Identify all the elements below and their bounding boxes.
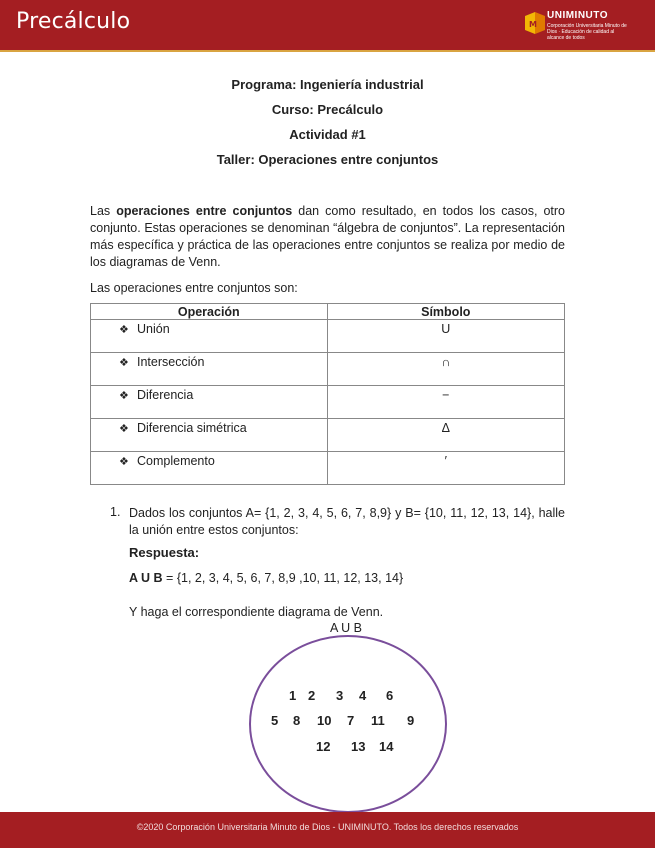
- venn-element: 5: [271, 713, 279, 728]
- operation-cell: [91, 452, 328, 485]
- answer-rest: = {1, 2, 3, 4, 5, 6, 7, 8,9 ,10, 11, 12, 13, 14}: [162, 571, 404, 585]
- operation-cell: [91, 353, 328, 386]
- table-row: [91, 353, 565, 386]
- venn-element: 12: [316, 739, 331, 754]
- venn-element: 9: [407, 713, 415, 728]
- svg-text:M: M: [529, 20, 537, 29]
- venn-element: 3: [336, 688, 344, 703]
- operation-name: Diferencia: [137, 388, 194, 402]
- diamond-bullet-icon: ❖: [119, 324, 129, 336]
- column-header-operation: Operación: [91, 304, 328, 320]
- intro-bold: operaciones entre conjuntos: [116, 204, 293, 218]
- venn-element: 10: [317, 713, 332, 728]
- table-row: [91, 386, 565, 419]
- list-intro: Las operaciones entre conjuntos son:: [90, 281, 298, 295]
- table-header-row: [91, 304, 565, 320]
- symbol-cell: Δ: [327, 419, 564, 452]
- venn-element: 8: [293, 713, 301, 728]
- column-header-symbol: Símbolo: [327, 304, 564, 320]
- logo-name: UNIMINUTO: [547, 10, 608, 21]
- venn-element: 1: [289, 688, 297, 703]
- diamond-bullet-icon: ❖: [119, 390, 129, 402]
- header-divider: [0, 50, 655, 52]
- venn-element: 2: [308, 688, 316, 703]
- venn-element: 11: [371, 713, 385, 728]
- venn-instruction: Y haga el correspondiente diagrama de Venn.: [129, 605, 384, 619]
- table-row: [91, 419, 565, 452]
- table-row: [91, 452, 565, 485]
- venn-element: 13: [351, 739, 366, 754]
- question-text: Dados los conjuntos A= {1, 2, 3, 4, 5, 6, 7, 8,9} y B= {10, 11, 12, 13, 14}, halle la unión entre estos conjuntos:: [129, 506, 565, 537]
- symbol-cell: U: [327, 320, 564, 353]
- intro-pre: Las: [90, 204, 117, 218]
- venn-element: 4: [359, 688, 367, 703]
- operation-cell: [91, 419, 328, 452]
- operation-name: Intersección: [137, 355, 205, 369]
- operation-name: Complemento: [137, 454, 215, 468]
- question-number: 1.: [110, 505, 121, 519]
- operation-name: Unión: [137, 322, 170, 336]
- answer-bold: A U B: [129, 571, 163, 585]
- answer-label: Respuesta:: [129, 545, 200, 560]
- footer-bar: [0, 812, 655, 848]
- answer-value: [129, 571, 403, 585]
- header-bar: [0, 0, 655, 50]
- venn-element: 14: [379, 739, 394, 754]
- workshop-heading: Taller: Operaciones entre conjuntos: [216, 152, 439, 167]
- intro-post: dan como resultado, en todos los casos, otro conjunto. Estas operaciones se denominan “álgebra de conjuntos”. La representación más específica y práctica de las operaciones entre conjuntos se realiza por medio de los diagramas de Venn.: [90, 204, 565, 269]
- venn-element: 7: [347, 713, 355, 728]
- intro-paragraph: [90, 203, 565, 271]
- symbol-cell: ∩: [327, 353, 564, 386]
- operation-name: Diferencia simétrica: [137, 421, 247, 435]
- symbol-cell: ′: [327, 452, 564, 485]
- uniminuto-logo: [525, 10, 629, 41]
- symbol-cell: −: [327, 386, 564, 419]
- operations-table: [90, 303, 565, 485]
- diamond-bullet-icon: ❖: [119, 423, 129, 435]
- operation-cell: [91, 386, 328, 419]
- operation-cell: [91, 320, 328, 353]
- venn-set-label: A U B: [330, 621, 362, 635]
- course-heading: Curso: Precálculo: [271, 102, 384, 117]
- diamond-bullet-icon: ❖: [119, 456, 129, 468]
- copyright-text: ©2020 Corporación Universitaria Minuto de Dios - UNIMINUTO. Todos los derechos reservados: [136, 822, 519, 832]
- table-row: [91, 320, 565, 353]
- logo-mark-icon: [525, 12, 545, 34]
- logo-subtitle: Corporación Universitaria Minuto de Dios · Educación de calidad al alcance de todos: [547, 23, 627, 41]
- venn-element: 6: [386, 688, 394, 703]
- program-heading: Programa: Ingeniería industrial: [231, 77, 424, 92]
- header-title: Precálculo: [16, 9, 131, 34]
- diamond-bullet-icon: ❖: [119, 357, 129, 369]
- activity-heading: Actividad #1: [289, 127, 366, 142]
